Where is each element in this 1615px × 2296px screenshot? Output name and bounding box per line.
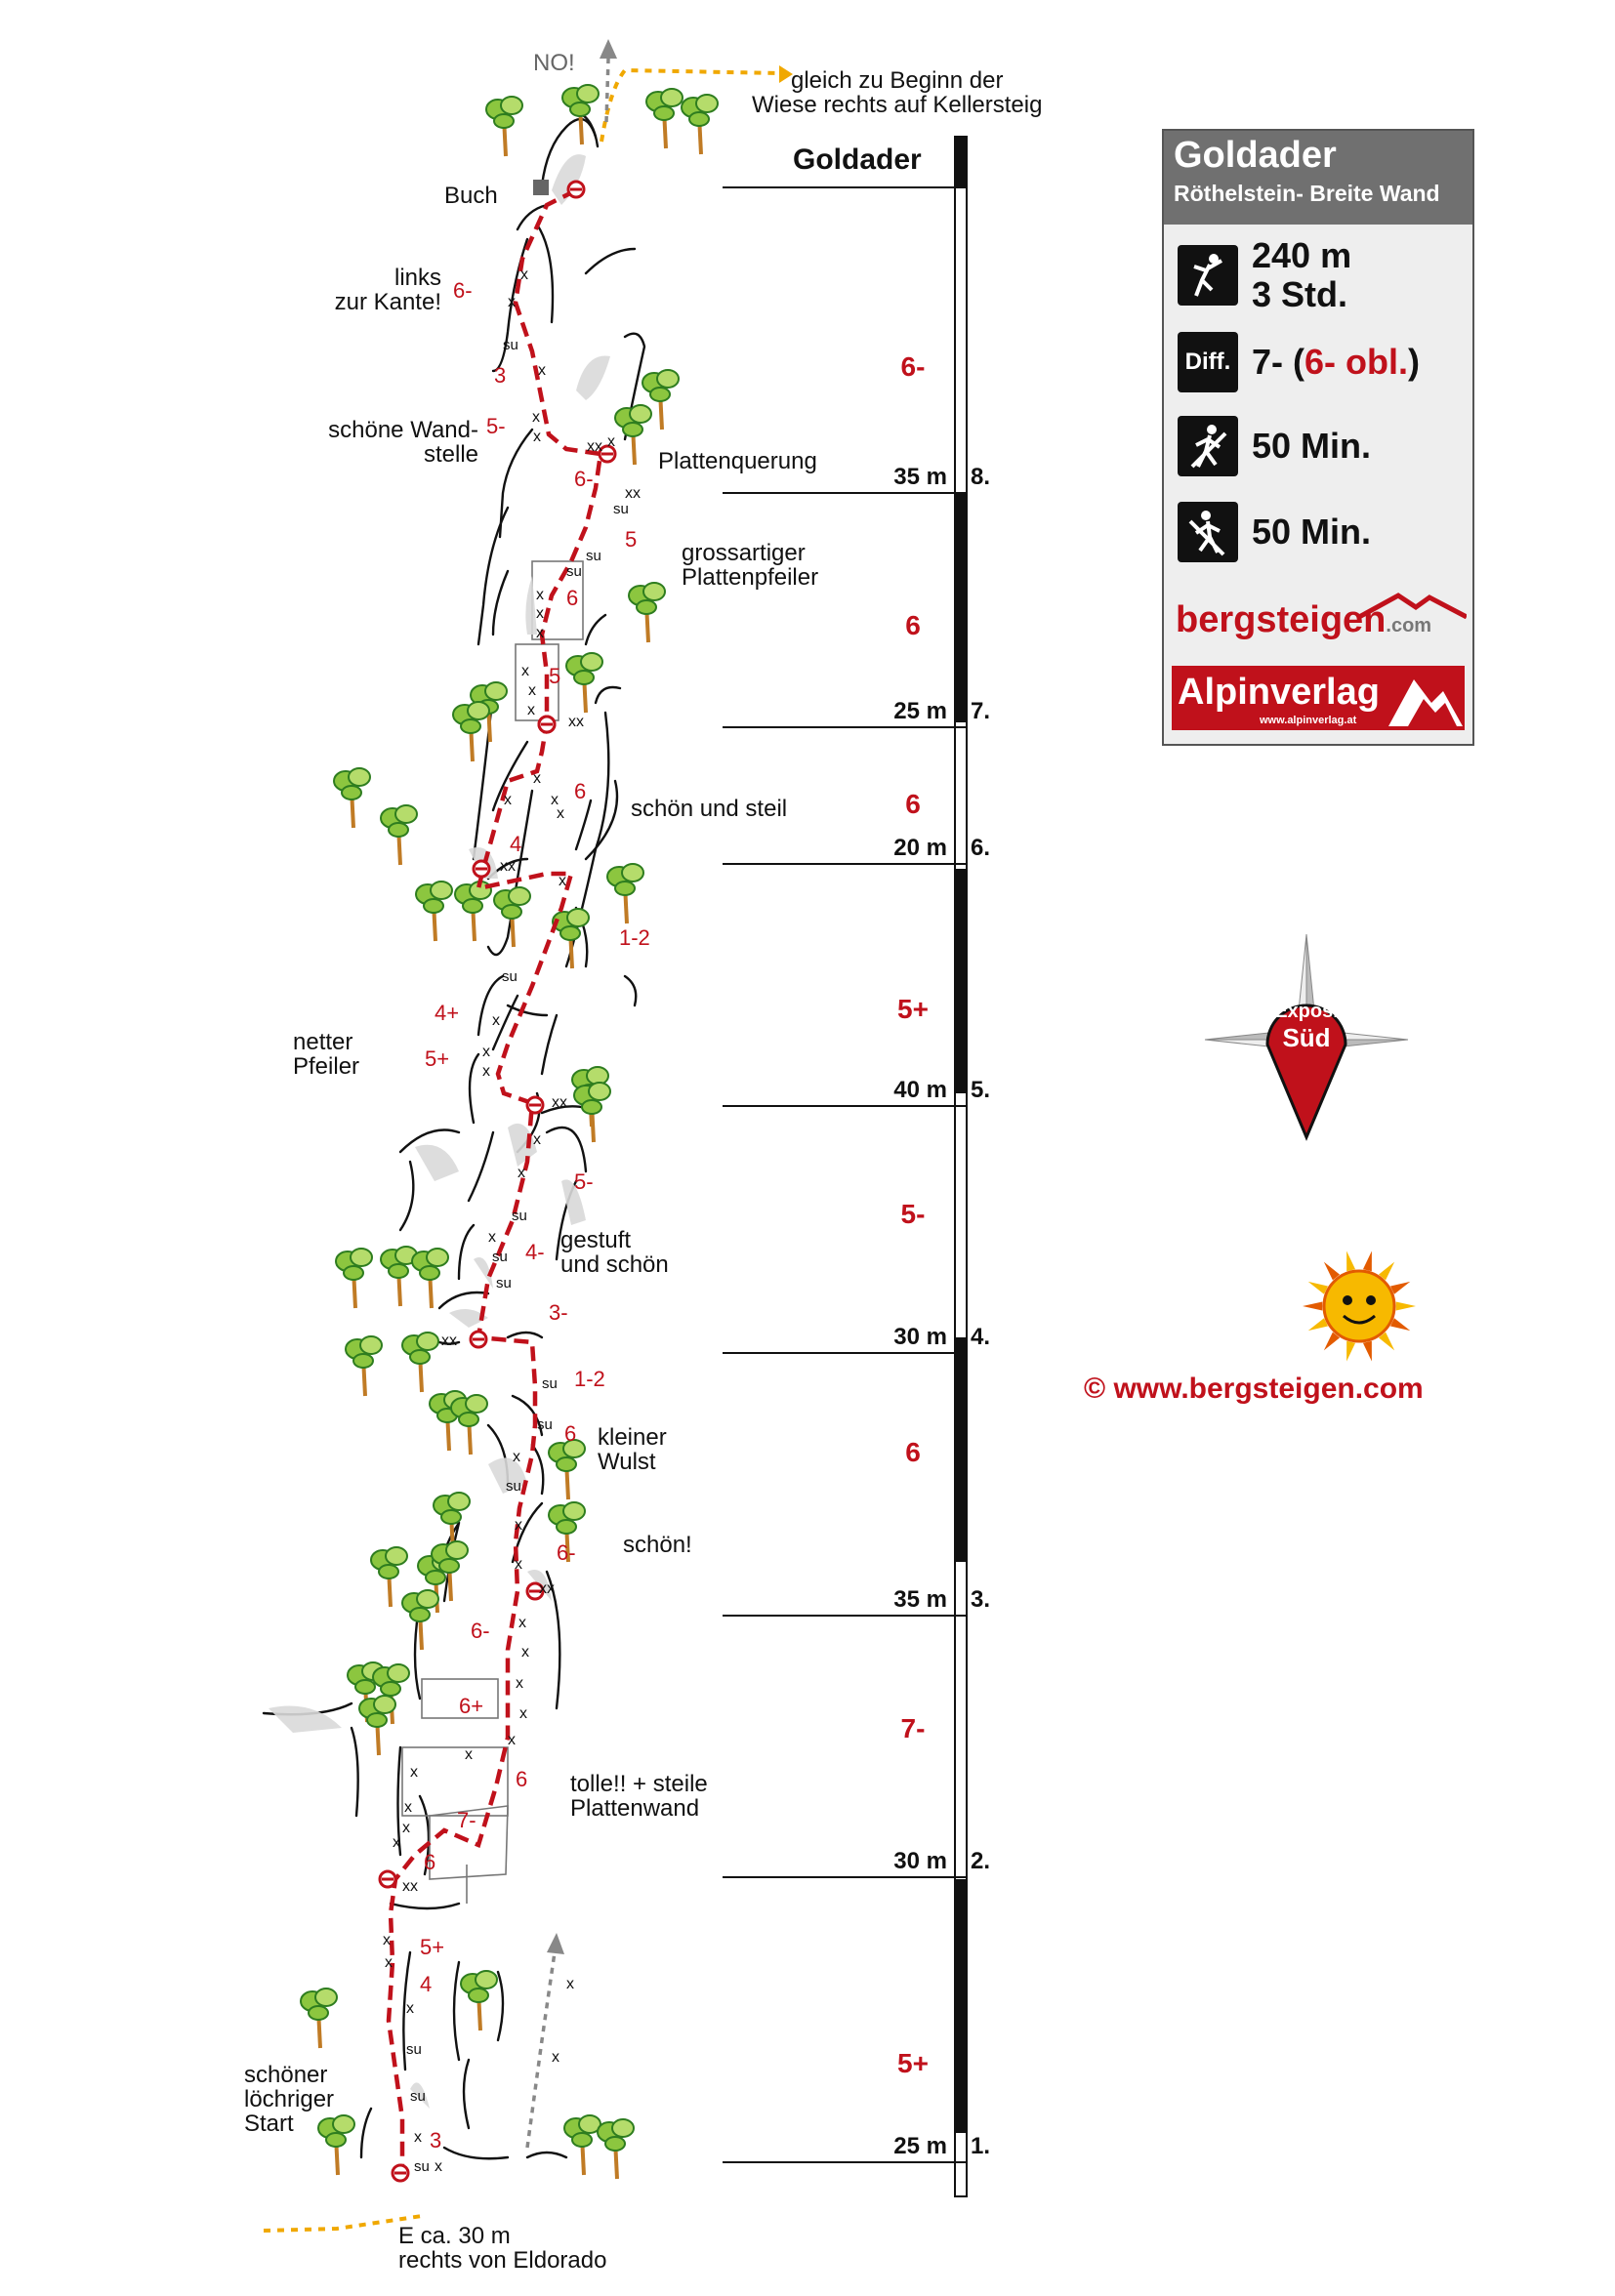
bolt-marker: x <box>508 1732 516 1748</box>
alpinverlag-logo <box>1172 666 1465 730</box>
route-grade: 3 <box>430 2128 442 2152</box>
tree-icon <box>381 1247 417 1306</box>
approach-time: 50 Min. <box>1252 426 1372 467</box>
plattenpfeiler-note: grossartiger Plattenpfeiler <box>682 540 819 592</box>
logo-mountain-icon <box>1359 590 1467 619</box>
tree-icon <box>646 89 683 148</box>
pitch-length: 30 m <box>893 1324 947 1350</box>
route-grade: 5+ <box>420 1935 445 1959</box>
tree-icon <box>566 653 602 713</box>
bolt-marker: x <box>465 1746 473 1763</box>
descent-row <box>1178 502 1371 562</box>
sun-ray <box>1308 1318 1328 1331</box>
sanduhr-marker: su <box>613 501 629 517</box>
bolt-marker: x <box>533 1131 541 1148</box>
route-grade: 6 <box>566 586 579 610</box>
approach-hiker-icon <box>1178 416 1238 476</box>
bolt-marker: x <box>528 682 536 699</box>
tree-icon <box>562 85 599 144</box>
pitch-number: 2. <box>971 1848 991 1874</box>
route-grade: 6 <box>424 1850 436 1874</box>
route-grade: 1-2 <box>574 1367 605 1391</box>
pitch-length: 35 m <box>893 464 947 490</box>
bolt-marker: x <box>404 1799 412 1816</box>
tree-icon <box>461 1971 497 2030</box>
sanduhr-marker: su <box>406 2041 422 2058</box>
double_bolt-marker: xx <box>441 1332 457 1349</box>
tree-icon <box>682 95 718 154</box>
double_bolt-marker: xx <box>587 438 602 455</box>
bolt-marker: x <box>508 294 516 310</box>
difficulty-icon: Diff. <box>1178 332 1238 392</box>
tree-icon <box>629 583 665 642</box>
tree-icon <box>371 1547 407 1607</box>
tree-icon <box>453 702 489 761</box>
bolt-marker: x <box>552 2049 559 2066</box>
logo1-suffix: .com <box>1386 615 1432 636</box>
bolt-marker: x <box>482 1044 490 1060</box>
pitch-number: 3. <box>971 1586 991 1613</box>
bolt-marker: x <box>513 1449 520 1465</box>
route-grade: 3- <box>549 1300 568 1325</box>
schoen-note: schön! <box>623 1532 692 1558</box>
route-grade: 4- <box>525 1240 545 1264</box>
pitch-length: 25 m <box>893 2133 947 2159</box>
sanduhr-marker: su <box>512 1208 527 1224</box>
tree-icon <box>402 1332 438 1392</box>
copyright-text: © www.bergsteigen.com <box>1084 1373 1424 1405</box>
double_bolt-marker: xx <box>552 1094 567 1111</box>
wandstelle-note: schöne Wand- stelle <box>328 417 478 469</box>
route-length: 240 m <box>1252 235 1352 275</box>
book-note: Buch <box>444 183 498 209</box>
route-grade: 7- <box>457 1808 476 1832</box>
bolt-marker: x <box>482 1063 490 1080</box>
mandatory-close: ) <box>1408 342 1421 383</box>
start-note: schöner löchriger Start <box>244 2062 335 2138</box>
logo1-main: bergsteigen <box>1176 599 1387 640</box>
bolt-marker: x <box>538 362 546 379</box>
bolt-marker: x <box>414 2129 422 2146</box>
route-grade: 5+ <box>425 1046 450 1071</box>
length-time-row <box>1178 236 1351 313</box>
sanduhr-marker: su <box>503 337 518 353</box>
sun-ray <box>1396 1301 1416 1310</box>
pitch-grade: 6 <box>905 1437 921 1467</box>
bolt-marker: x <box>518 1165 525 1181</box>
card-subtitle: Röthelstein- Breite Wand <box>1174 181 1440 206</box>
logo2-url: www.alpinverlag.at <box>1260 715 1357 726</box>
gestuft-note: gestuft und schön <box>560 1227 669 1279</box>
route-info-card <box>1162 129 1474 746</box>
pitch-length: 30 m <box>893 1848 947 1874</box>
kante-note: links zur Kante! <box>334 265 441 316</box>
descent-time: 50 Min. <box>1252 512 1372 553</box>
sun-ray <box>1346 1341 1355 1362</box>
route-grade: 3 <box>494 363 507 388</box>
path-arrow-icon <box>547 1933 564 1954</box>
sanduhr-marker: su <box>506 1478 521 1495</box>
tree-icon <box>494 887 530 947</box>
tree-icon <box>402 1590 438 1650</box>
route-grade: 1-2 <box>619 925 650 950</box>
bolt-marker: x <box>536 625 544 641</box>
route-grade: 6 <box>574 779 587 803</box>
pfeiler-note: netter Pfeiler <box>293 1029 360 1081</box>
bolt-marker: x <box>393 1834 400 1851</box>
sanduhr-marker: su <box>496 1275 512 1292</box>
bolt-marker: x <box>492 1012 500 1029</box>
route-grade: 5 <box>625 527 638 552</box>
route-grade: 6- <box>471 1619 490 1643</box>
pitch-length: 25 m <box>893 698 947 724</box>
pitch-number: 6. <box>971 835 991 861</box>
double_bolt-marker: xx <box>539 1580 555 1597</box>
exit-note: gleich zu Beginn der Wiese rechts auf Kellersteig <box>752 67 1043 119</box>
bolt-marker: x <box>521 1644 529 1660</box>
pitch-grade: 5+ <box>897 994 929 1024</box>
pitch-grade: 5- <box>900 1199 926 1229</box>
route-grade: 6+ <box>459 1694 484 1718</box>
route-grade: 5- <box>574 1169 594 1194</box>
approach-row <box>1178 416 1371 476</box>
pitch-length: 20 m <box>893 835 947 861</box>
tree-icon <box>334 768 370 828</box>
plattenquerung-note: Plattenquerung <box>658 448 817 474</box>
tree-icon <box>615 405 651 465</box>
tree-icon <box>381 805 417 865</box>
plattenwand-note: tolle!! + steile Plattenwand <box>570 1771 708 1823</box>
bolt-marker: x <box>385 1954 393 1971</box>
book-icon <box>533 180 549 195</box>
sun-ray <box>1303 1301 1322 1310</box>
bolt-marker: x <box>516 1675 523 1692</box>
climber-icon <box>1178 245 1238 306</box>
route-grade: 4 <box>510 832 522 856</box>
bolt-marker: x <box>402 1820 410 1836</box>
tree-icon <box>336 1249 372 1308</box>
pitch-ruler <box>723 137 967 2196</box>
sanduhr-marker: su <box>492 1249 508 1265</box>
exposure-label <box>1267 1001 1346 1053</box>
sun-ray <box>1308 1282 1328 1294</box>
difficulty-row <box>1178 332 1420 392</box>
bolt-marker: x <box>566 1976 574 1992</box>
tree-icon <box>486 97 522 156</box>
sun-logo-icon <box>1303 1250 1416 1361</box>
bolt-marker: x <box>607 433 615 450</box>
bolt-marker: x <box>410 1764 418 1781</box>
bolt-marker: x <box>536 587 544 603</box>
tree-icon <box>553 909 589 968</box>
sanduhr-marker: su <box>410 2088 426 2105</box>
pitch-length: 35 m <box>893 1586 947 1613</box>
route-grade: 6- <box>453 278 473 303</box>
no-note: NO! <box>533 50 575 76</box>
pitch-grade: 6- <box>900 351 926 382</box>
pitch-number: 7. <box>971 698 991 724</box>
pitch-number: 4. <box>971 1324 991 1350</box>
route-time: 3 Std. <box>1252 273 1348 314</box>
route-grade: 5 <box>549 664 561 688</box>
bolt-marker: x <box>383 1932 391 1948</box>
sun-ray <box>1390 1282 1410 1294</box>
descent-hiker-icon <box>1178 502 1238 562</box>
bolt-marker: x <box>435 2158 442 2175</box>
sanduhr-marker: su <box>566 563 582 580</box>
pitch-grade: 5+ <box>897 2048 929 2078</box>
tree-icon <box>412 1249 448 1308</box>
bolt-marker: x <box>518 1615 526 1631</box>
sanduhr-marker: su <box>414 2158 430 2175</box>
bolt-marker: x <box>515 1556 522 1573</box>
route-grade: 5- <box>486 414 506 438</box>
sanduhr-marker: su <box>537 1416 553 1433</box>
logo2-mountain-icon <box>1388 670 1463 728</box>
tree-icon <box>455 882 491 941</box>
exposure-value: Süd <box>1282 1023 1331 1052</box>
pitch-number: 1. <box>971 2133 991 2159</box>
tree-icon <box>574 1083 610 1142</box>
pitch-grade: 7- <box>900 1713 926 1743</box>
wulst-note: kleiner Wulst <box>598 1424 667 1476</box>
card-title: Goldader <box>1174 135 1337 176</box>
route-grade: 6 <box>516 1767 528 1791</box>
bolt-marker: x <box>520 266 528 283</box>
bolt-marker: x <box>504 792 512 808</box>
pitch-length: 40 m <box>893 1077 947 1103</box>
steil-note: schön und steil <box>631 796 788 822</box>
sanduhr-marker: su <box>586 548 601 564</box>
einstieg-note: E ca. 30 m rechts von Eldorado <box>398 2223 607 2275</box>
bolt-marker: x <box>551 792 559 808</box>
pitch-number: 5. <box>971 1077 991 1103</box>
bolt-marker: x <box>536 605 544 622</box>
bolt-marker: x <box>559 873 566 889</box>
sanduhr-marker: su <box>502 968 518 985</box>
bolt-marker: x <box>533 429 541 445</box>
tree-icon <box>451 1395 487 1455</box>
route-grade: 4 <box>420 1972 433 1996</box>
mandatory-value: 6- obl. <box>1304 342 1409 383</box>
logo2-main: Alpinverlag <box>1178 672 1380 713</box>
tree-icon <box>564 2115 600 2175</box>
tree-icon <box>549 1440 585 1499</box>
pitch-number: 8. <box>971 464 991 490</box>
double_bolt-marker: xx <box>500 858 516 875</box>
sun-ray <box>1363 1341 1372 1362</box>
tree-icon <box>346 1336 382 1396</box>
bolt-marker: x <box>532 409 540 426</box>
mandatory-open: ( <box>1293 342 1305 383</box>
sun-ray <box>1390 1318 1410 1331</box>
bolt-marker: x <box>406 2000 414 2017</box>
bolt-marker: x <box>527 702 535 718</box>
route-grade: 6 <box>564 1421 577 1446</box>
double_bolt-marker: xx <box>568 714 584 730</box>
bolt-marker: x <box>519 1705 527 1722</box>
card-header <box>1164 131 1472 225</box>
tree-icon <box>416 882 452 941</box>
bolt-marker: x <box>515 1517 522 1534</box>
route-grade: 6- <box>557 1540 576 1565</box>
tree-icon <box>598 2119 634 2179</box>
pitch-grade: 6 <box>905 610 921 640</box>
difficulty-value: 7- <box>1252 342 1284 383</box>
bolt-marker: x <box>488 1229 496 1246</box>
no-arrow-icon <box>600 39 617 59</box>
pitch-grade: 6 <box>905 789 921 819</box>
bolt-marker: x <box>557 805 564 822</box>
tree-icon <box>607 864 643 923</box>
sun-ray <box>1363 1250 1372 1271</box>
sun-ray <box>1346 1250 1355 1271</box>
double_bolt-marker: xx <box>625 485 641 502</box>
sanduhr-marker: su <box>542 1375 558 1392</box>
bolt-marker: x <box>521 663 529 679</box>
exposure-title: Expos. <box>1274 1001 1339 1022</box>
route-name-label: Goldader <box>793 144 922 176</box>
route-grade: 6- <box>574 467 594 491</box>
tree-icon <box>301 1988 337 2048</box>
double_bolt-marker: xx <box>402 1878 418 1895</box>
route-grade: 4+ <box>435 1001 460 1025</box>
bolt-marker: x <box>533 770 541 787</box>
tree-icon <box>359 1696 395 1755</box>
